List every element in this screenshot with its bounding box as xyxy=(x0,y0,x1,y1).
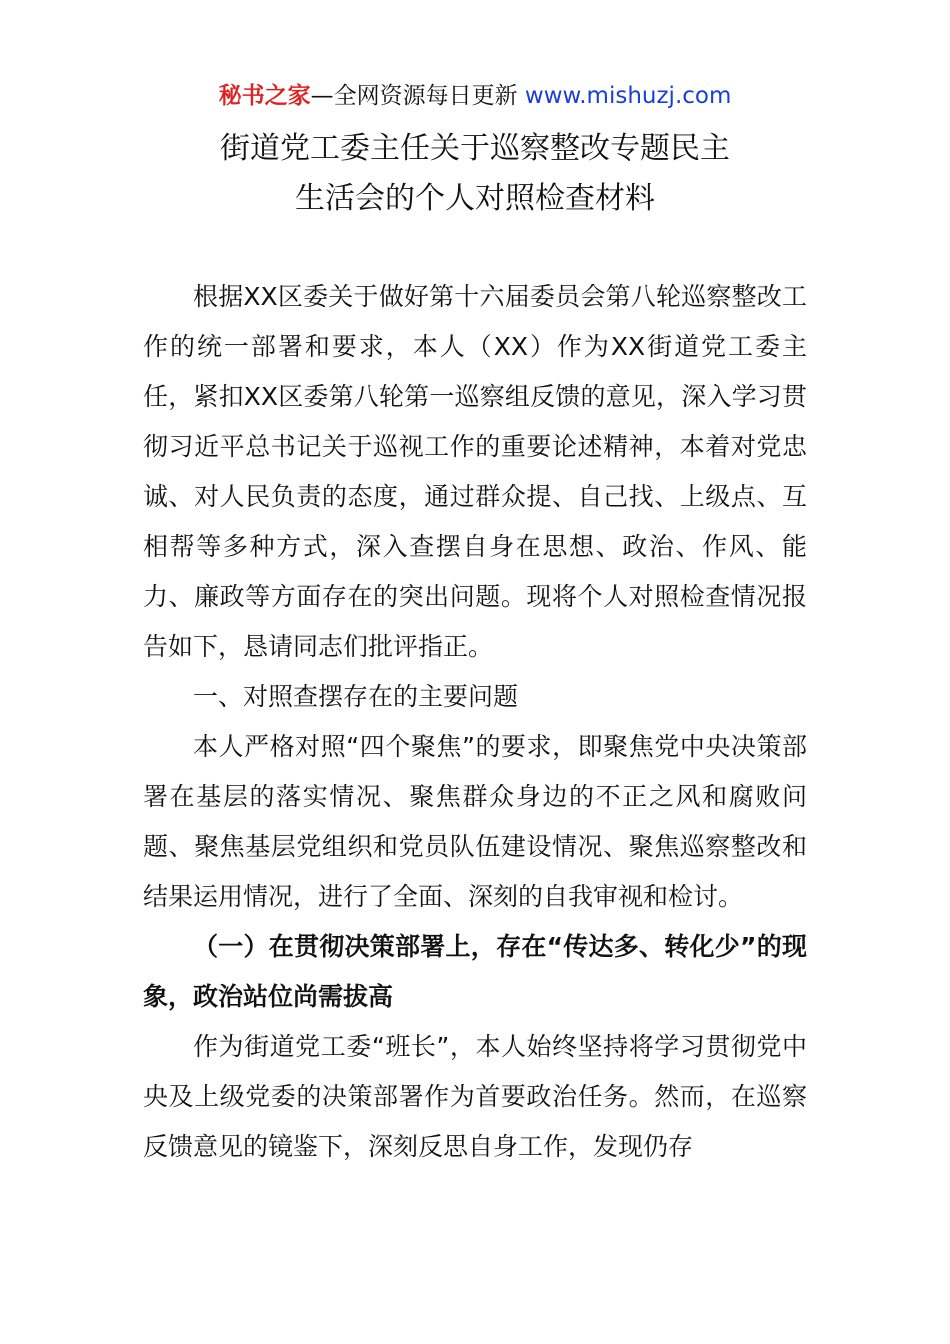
document-body xyxy=(143,272,807,1172)
subsection-heading-1: （一）在贯彻决策部署上，存在“传达多、转化少”的现象，政治站位尚需拔高 xyxy=(143,932,807,1011)
intro-paragraph: 根据XX区委关于做好第十六届委员会第八轮巡察整改工作的统一部署和要求，本人（XX）作为XX街道党工委主任，紧扣XX区委第八轮第一巡察组反馈的意见，深入学习贯彻习近平总书记关于巡视工作的重要论述精神，本着对党忠诚、对人民负责的态度，通过群众提、自己找、上级点、互相帮等多种方式，深入查摆自身在思想、政治、作风、能力、廉政等方面存在的突出问题。现将个人对照检查情况报告如下，恳请同志们批评指正。 xyxy=(143,282,807,661)
site-header xyxy=(0,78,950,114)
site-url-link[interactable]: www.mishuzj.com xyxy=(524,83,732,109)
header-tagline: —全网资源每日更新 xyxy=(310,83,518,109)
title-line-2: 生活会的个人对照检查材料 xyxy=(295,181,655,216)
section-paragraph: 本人严格对照“四个聚焦”的要求，即聚焦党中央决策部署在基层的落实情况、聚焦群众身边的不正之风和腐败问题、聚焦基层党组织和党员队伍建设情况、聚焦巡察整改和结果运用情况，进行了全面、深刻的自我审视和检讨。 xyxy=(143,732,807,911)
subsection-paragraph: 作为街道党工委“班长”，本人始终坚持将学习贯彻党中央及上级党委的决策部署作为首要政治任务。然而，在巡察反馈意见的镜鉴下，深刻反思自身工作，发现仍存 xyxy=(143,1032,807,1161)
brand-name: 秘书之家 xyxy=(218,83,311,109)
title-line-1: 街道党工委主任关于巡察整改专题民主 xyxy=(220,131,730,166)
document-title xyxy=(0,124,950,224)
section-heading-1: 一、对照查摆存在的主要问题 xyxy=(193,682,519,711)
